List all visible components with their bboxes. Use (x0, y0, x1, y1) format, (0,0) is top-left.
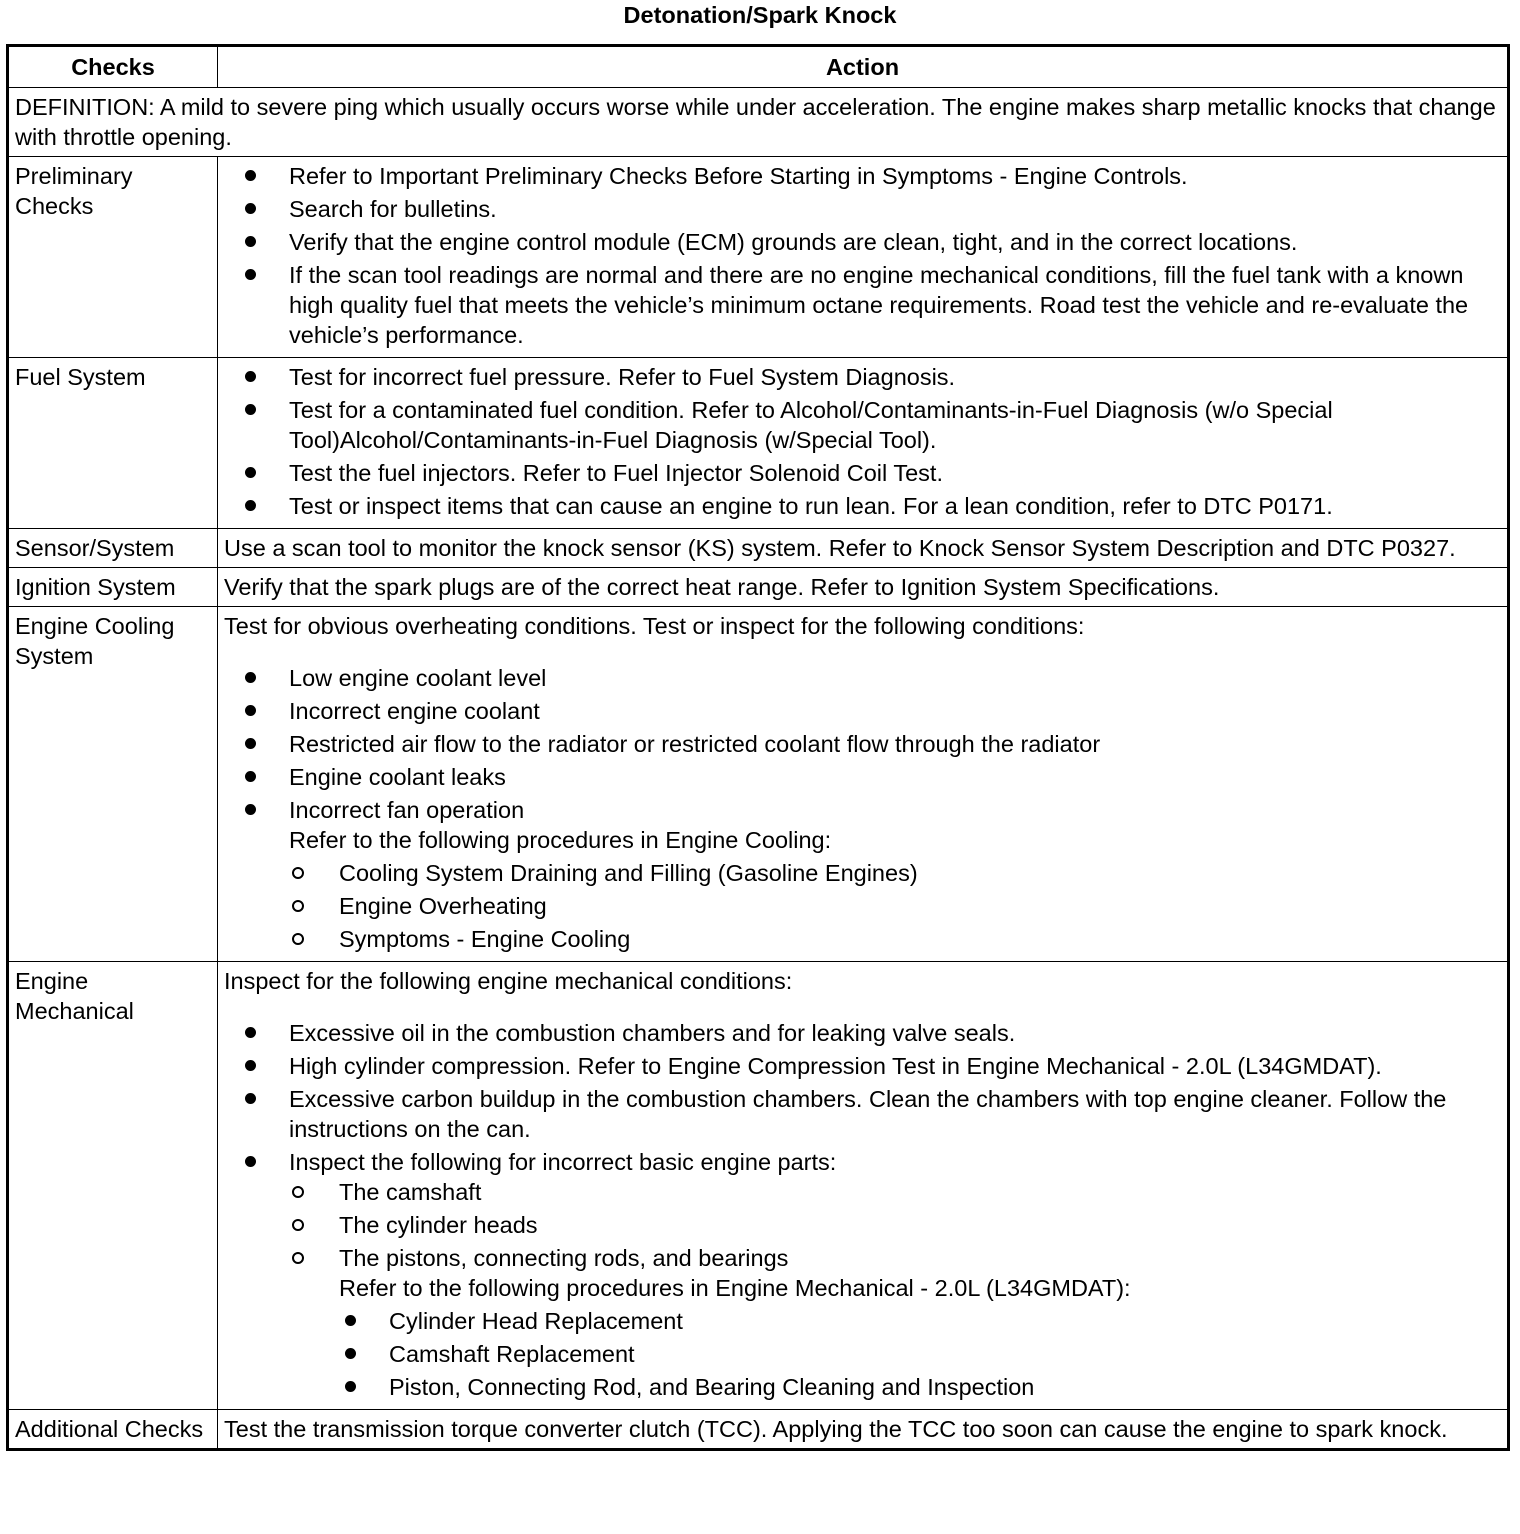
action-cell (218, 157, 1509, 358)
sub-list-item (289, 1243, 1501, 1402)
sub-list-item: The cylinder heads (289, 1210, 1501, 1240)
sub-sub-list-item: Cylinder Head Replacement (339, 1306, 1501, 1336)
sub-sub-list-item: Piston, Connecting Rod, and Bearing Cleaning and Inspection (339, 1372, 1501, 1402)
list-item (239, 1147, 1501, 1402)
action-cell: Verify that the spark plugs are of the correct heat range. Refer to Ignition System Specifications. (218, 568, 1509, 607)
action-cell: Test the transmission torque converter clutch (TCC). Applying the TCC too soon can cause the engine to spark knock. (218, 1410, 1509, 1450)
action-header: Action (218, 46, 1509, 88)
bullet-list (239, 663, 1501, 954)
action-cell (218, 962, 1509, 1410)
check-label: Ignition System (8, 568, 218, 607)
sub-sub-bullet-list (339, 1306, 1501, 1402)
check-label: Fuel System (8, 358, 218, 529)
action-cell (218, 607, 1509, 962)
bullet-list (239, 362, 1501, 521)
definition-row (8, 88, 1509, 157)
sub-list-item: Cooling System Draining and Filling (Gasoline Engines) (289, 858, 1501, 888)
check-label: Additional Checks (8, 1410, 218, 1450)
definition-text: DEFINITION: A mild to severe ping which usually occurs worse while under acceleration. The engine makes sharp metallic knocks that change with throttle opening. (8, 88, 1509, 157)
table-row (8, 157, 1509, 358)
bullet-list (239, 161, 1501, 350)
action-cell (218, 358, 1509, 529)
sub-list-item-text: The pistons, connecting rods, and bearings (339, 1245, 789, 1271)
list-item: Test for incorrect fuel pressure. Refer to Fuel System Diagnosis. (239, 362, 1501, 392)
action-cell: Use a scan tool to monitor the knock sensor (KS) system. Refer to Knock Sensor System Description and DTC P0327. (218, 529, 1509, 568)
bullet-list (239, 1018, 1501, 1402)
action-intro: Test for obvious overheating conditions. Test or inspect for the following conditions: (224, 613, 1085, 639)
list-item: Test for a contaminated fuel condition. Refer to Alcohol/Contaminants-in-Fuel Diagnosis (w/o Special Tool)Alcohol/Contaminants-in-Fuel Diagnosis (w/Special Tool). (239, 395, 1501, 455)
sub-list-item: Engine Overheating (289, 891, 1501, 921)
list-item: Engine coolant leaks (239, 762, 1501, 792)
list-item-text: Incorrect fan operation (289, 797, 525, 823)
list-item: Test or inspect items that can cause an engine to run lean. For a lean condition, refer to DTC P0171. (239, 491, 1501, 521)
check-label: Engine Cooling System (8, 607, 218, 962)
page-title: Detonation/Spark Knock (623, 2, 897, 28)
check-label: Engine Mechanical (8, 962, 218, 1410)
list-item: Search for bulletins. (239, 194, 1501, 224)
checks-header: Checks (8, 46, 218, 88)
header-row (8, 46, 1509, 88)
list-item: Restricted air flow to the radiator or restricted coolant flow through the radiator (239, 729, 1501, 759)
table-row (8, 607, 1509, 962)
list-item: Test the fuel injectors. Refer to Fuel Injector Solenoid Coil Test. (239, 458, 1501, 488)
action-intro: Inspect for the following engine mechanical conditions: (224, 968, 793, 994)
list-item: If the scan tool readings are normal and there are no engine mechanical conditions, fill the fuel tank with a known high quality fuel that meets the vehicle’s minimum octane requirements. Road test the vehicle and re-evaluate the vehicle’s performance. (239, 260, 1501, 350)
table-row (8, 529, 1509, 568)
table-row (8, 1410, 1509, 1450)
sub-bullet-list (289, 858, 1501, 954)
list-item: Excessive carbon buildup in the combustion chambers. Clean the chambers with top engine cleaner. Follow the instructions on the can. (239, 1084, 1501, 1144)
list-item: High cylinder compression. Refer to Engine Compression Test in Engine Mechanical - 2.0L (L34GMDAT). (239, 1051, 1501, 1081)
list-item: Verify that the engine control module (ECM) grounds are clean, tight, and in the correct locations. (239, 227, 1501, 257)
refer-text: Refer to the following procedures in Engine Cooling: (289, 827, 832, 853)
diagnostic-table (6, 44, 1510, 1451)
check-label: Sensor/System (8, 529, 218, 568)
list-item: Low engine coolant level (239, 663, 1501, 693)
list-item: Incorrect engine coolant (239, 696, 1501, 726)
list-item-text: Inspect the following for incorrect basic engine parts: (289, 1149, 837, 1175)
sub-bullet-list (289, 1177, 1501, 1402)
list-item (239, 795, 1501, 954)
sub-list-item: Symptoms - Engine Cooling (289, 924, 1501, 954)
table-row (8, 568, 1509, 607)
sub-sub-list-item: Camshaft Replacement (339, 1339, 1501, 1369)
list-item: Refer to Important Preliminary Checks Before Starting in Symptoms - Engine Controls. (239, 161, 1501, 191)
sub-list-item: The camshaft (289, 1177, 1501, 1207)
table-row (8, 962, 1509, 1410)
check-label: Preliminary Checks (8, 157, 218, 358)
list-item: Excessive oil in the combustion chambers and for leaking valve seals. (239, 1018, 1501, 1048)
refer-text: Refer to the following procedures in Engine Mechanical - 2.0L (L34GMDAT): (339, 1275, 1131, 1301)
table-row (8, 358, 1509, 529)
